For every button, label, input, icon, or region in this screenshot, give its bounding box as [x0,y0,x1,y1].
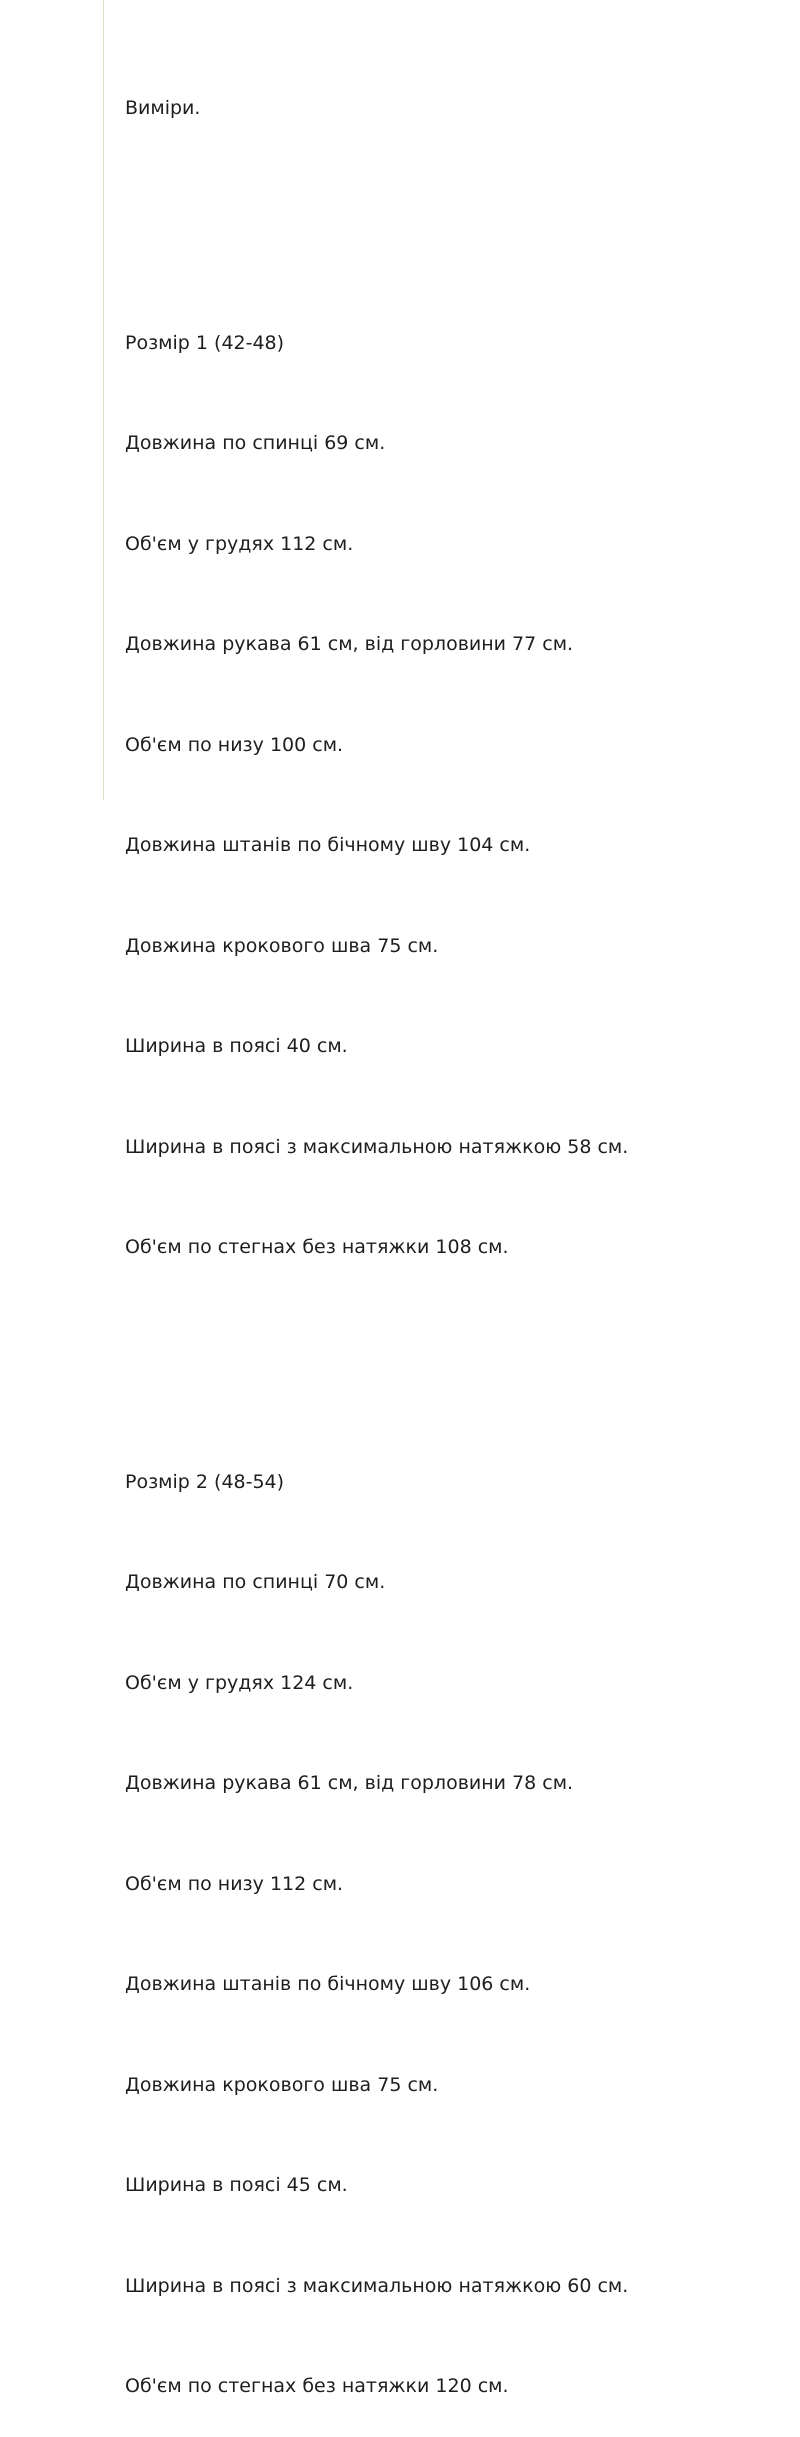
size-2-line: Довжина по спинці 70 см. [125,1571,386,1593]
size-1-line: Довжина штанів по бічному шву 104 см. [125,834,531,856]
size-1-line: Ширина в поясі 40 см. [125,1035,348,1057]
size-2-line: Ширина в поясі з максимальною натяжкою 60 см. [125,2274,629,2297]
size-1-line: Довжина по спинці 69 см. [125,432,386,454]
size-1-line: Об'єм по низу 100 см. [125,733,344,756]
size-2-line: Довжина штанів по бічному шву 106 см. [125,1973,531,1995]
size-1-line: Довжина крокового шва 75 см. [125,934,439,957]
size-1-line: Об'єм по стегнах без натяжки 108 см. [125,1236,509,1258]
size-1-line: Довжина рукава 61 см, від горловини 77 см. [125,633,574,655]
size-2-line: Об'єм по стегнах без натяжки 120 см. [125,2375,509,2397]
size-1-line: Ширина в поясі з максимальною натяжкою 58 см. [125,1135,629,1158]
size-2-title: Розмір 2 (48-54) [125,1470,285,1493]
chat-left-panel-border [0,0,104,800]
size-2-line: Довжина крокового шва 75 см. [125,2073,439,2096]
size-1-line: Об'єм у грудях 112 см. [125,532,354,555]
size-2-line: Об'єм у грудях 124 см. [125,1671,354,1694]
size-2-line: Ширина в поясі 45 см. [125,2174,348,2196]
blank-line [125,193,790,227]
size-2-line: Об'єм по низу 112 см. [125,1872,344,1895]
size-2-line: Довжина рукава 61 см, від горловини 78 см. [125,1772,574,1794]
blank-line [125,1332,790,1366]
message-heading: Виміри. [125,97,201,119]
message-text [125,25,790,2437]
size-1-title: Розмір 1 (42-48) [125,331,285,354]
